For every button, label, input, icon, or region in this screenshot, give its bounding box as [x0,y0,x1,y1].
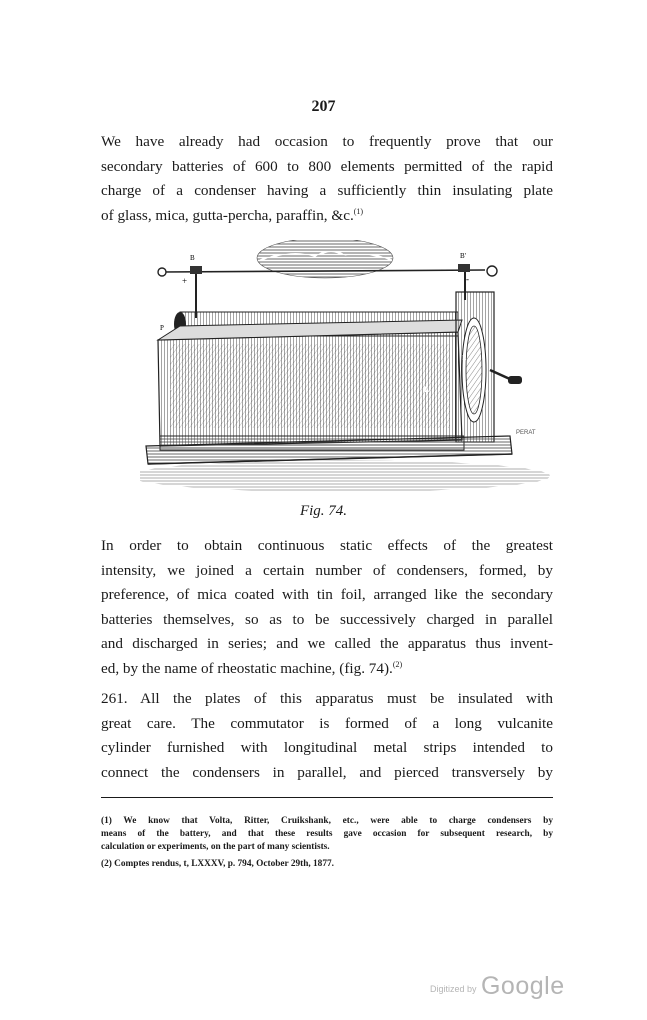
footnote-ref-2: (2) [392,659,403,669]
engraver-signature: PERAT [516,430,536,436]
label-p: P [160,324,164,332]
text-line: We have already had occasion to frequently prove that our [101,133,553,150]
label-l-prime: L' [424,385,431,394]
spark-glow [257,240,393,278]
text-line: In order to obtain continuous static effects of the greatest [101,537,553,554]
paragraph-1 [101,130,553,228]
condenser-box [158,320,464,450]
footnote-divider [101,797,553,798]
label-minus: - [466,274,469,284]
label-plus: + [182,276,188,286]
text-line: intensity, we joined a certain number of condensers, formed, by [101,561,553,579]
footnote-line: (1) We know that Volta, Ritter, Cruikshank, etc., were able to charge condensers by [101,816,553,826]
page-number: 207 [311,98,336,115]
footnote-2 [101,858,553,871]
text-line-content: of glass, mica, gutta-percha, paraffin, &c. [101,206,354,224]
text-line: charge of a condenser having a sufficiently thin insulating plate [101,182,553,200]
footnote-line: calculation or experiments, on the part of many scientists. [101,842,330,852]
footnote-1 [101,815,553,854]
footnote-line: means of the battery, and that these results gave occasion for subsequent research, by [101,829,553,839]
text-line: secondary batteries of 600 to 800 elements permitted of the rapid [101,157,553,175]
label-b: B [190,254,195,262]
text-line: cylinder furnished with longitudinal metal strips intended to [101,739,553,757]
text-line: connect the condensers in parallel, and pierced transversely by [101,763,553,781]
crank-wheel-frame [456,292,522,442]
rheostatic-machine-illustration [140,240,560,498]
text-line: preference, of mica coated with tin foil, arranged like the secondary [101,586,553,604]
text-line [101,657,553,682]
digitized-by-google-watermark [430,972,565,1001]
text-line: great care. The commutator is formed of a long vulcanite [101,714,553,732]
figure-caption: Fig. 74. [299,503,348,519]
label-l: L [168,383,173,392]
paragraph-3 [101,687,553,785]
text-line: batteries themselves, so as to be successively charged in parallel [101,610,553,628]
label-b-prime: B' [460,252,466,260]
text-line [101,204,553,229]
text-line-content: ed, by the name of rheostatic machine, (fig. 74). [101,659,393,677]
label-r: R [462,354,467,362]
watermark-brand: Google [480,972,565,1000]
ground-shading [140,460,550,492]
text-line: and discharged in series; and we called the apparatus thus invent- [101,635,553,653]
paragraph-2 [101,534,553,682]
footnotes [101,815,553,875]
footnote-line: (2) Comptes rendus, t, LXXXV, p. 794, October 29th, 1877. [101,859,334,869]
text-line: 261. All the plates of this apparatus must be insulated with [101,690,553,707]
footnote-ref-1: (1) [353,206,364,216]
watermark-prefix: Digitized by [430,984,477,994]
